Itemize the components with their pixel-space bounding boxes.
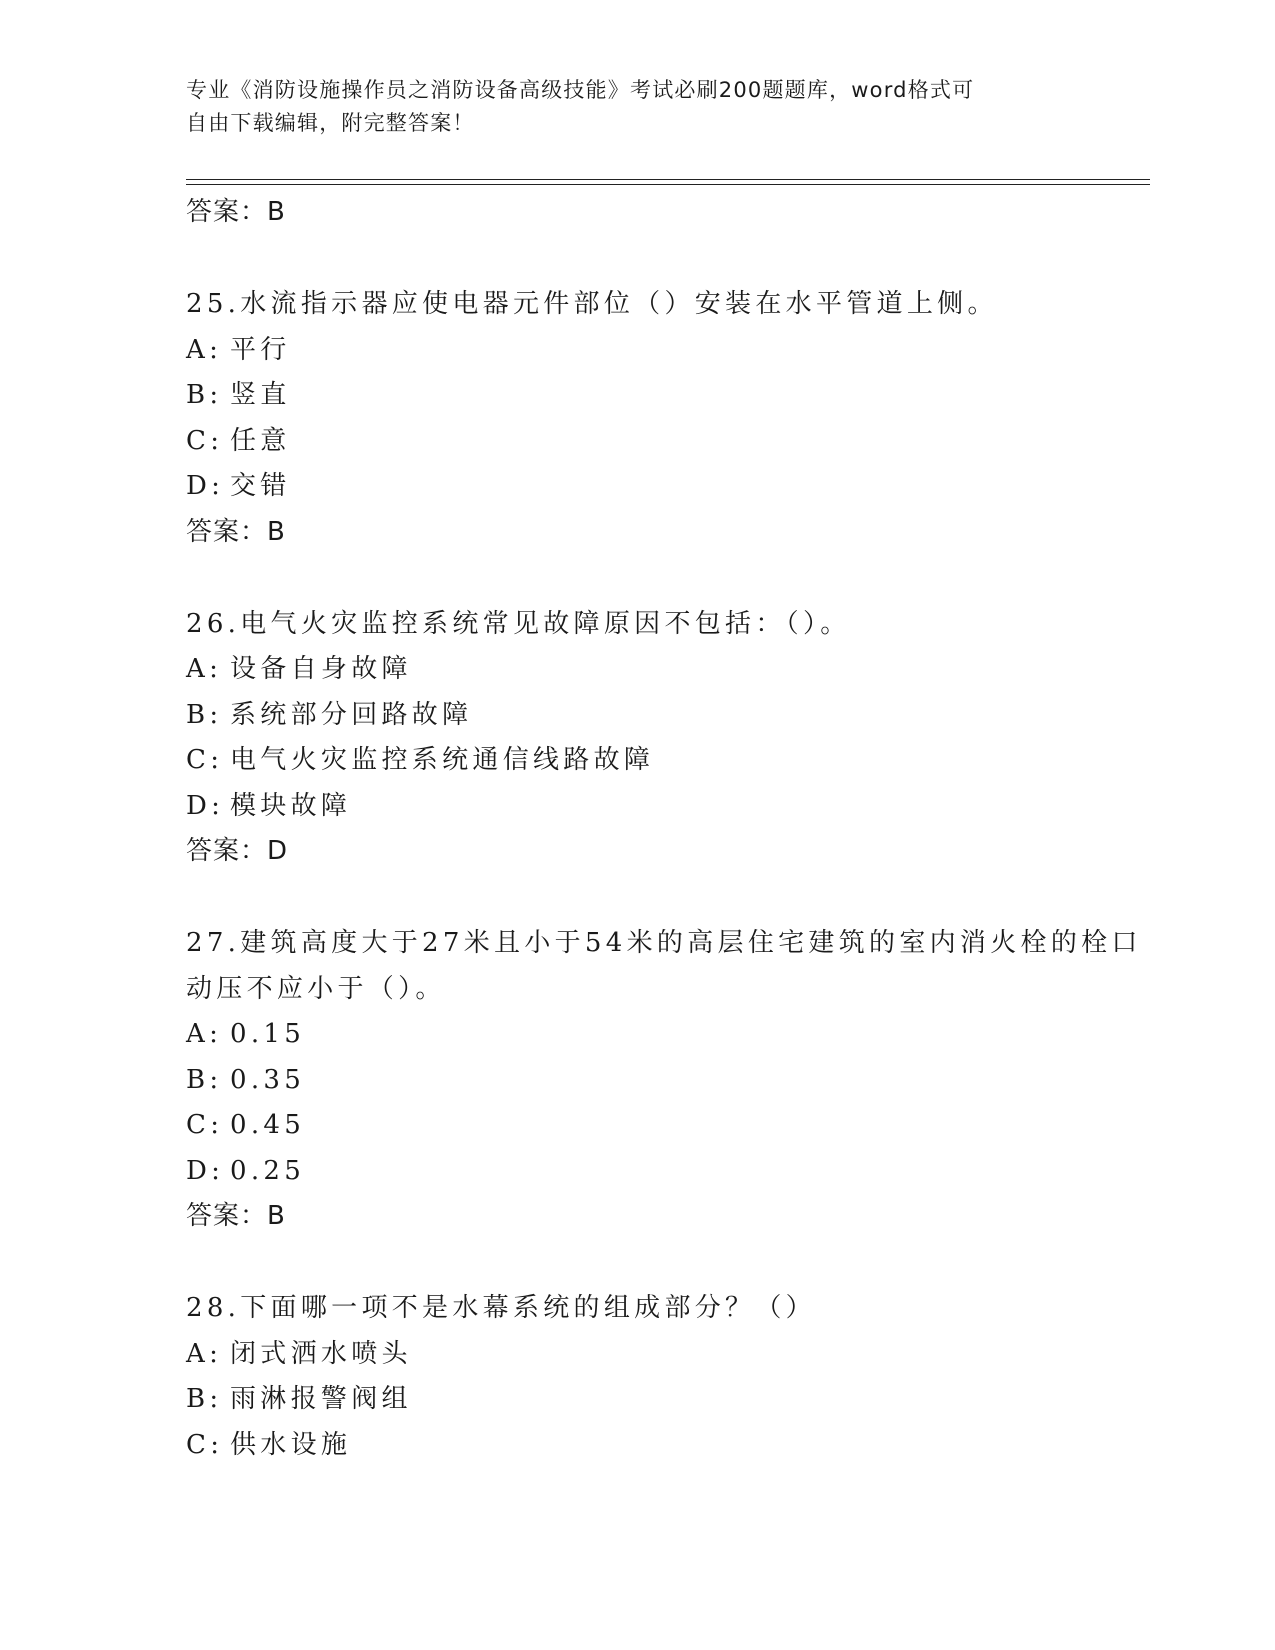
option-key: C:: [186, 1110, 224, 1140]
option-text: 任意: [230, 425, 291, 456]
option-text: 雨淋报警阀组: [230, 1384, 412, 1414]
option-text: 闭式洒水喷头: [230, 1338, 412, 1369]
option-key: B:: [186, 1064, 223, 1095]
option-key: A:: [186, 334, 223, 365]
option-b: [186, 1058, 1146, 1104]
option-text: 0.45: [230, 1110, 306, 1140]
option-d: [186, 464, 1146, 510]
document-header: [186, 74, 1066, 140]
option-text: 0.25: [230, 1155, 306, 1186]
question-26: [186, 602, 1146, 875]
header-line-2: 自由下载编辑，附完整答案！: [186, 111, 475, 135]
option-c: [186, 1423, 1146, 1469]
answer-line: 答案：B: [186, 516, 286, 547]
option-key: C:: [186, 745, 224, 775]
option-key: D:: [186, 790, 225, 821]
option-text: 0.35: [230, 1064, 306, 1095]
option-key: C:: [186, 1429, 224, 1460]
question-28: [186, 1286, 1146, 1468]
option-text: 竖直: [230, 380, 291, 410]
option-key: D:: [186, 471, 225, 501]
option-a: [186, 1332, 1146, 1378]
option-text: 设备自身故障: [230, 654, 412, 684]
option-key: A:: [186, 1338, 223, 1369]
header-divider-top: [186, 179, 1150, 180]
option-a: [186, 647, 1146, 693]
question-list: [186, 190, 1146, 1515]
option-key: A:: [186, 1019, 223, 1049]
question-25: [186, 282, 1146, 555]
option-key: B:: [186, 380, 223, 410]
answer-line: 答案：B: [186, 1201, 286, 1231]
option-text: 供水设施: [230, 1429, 352, 1460]
option-b: [186, 1377, 1146, 1423]
option-key: C:: [186, 425, 224, 456]
question-27: [186, 921, 1146, 1239]
option-d: [186, 1149, 1146, 1195]
option-key: D:: [186, 1155, 225, 1186]
option-key: B:: [186, 1384, 223, 1414]
question-stem: 25.水流指示器应使电器元件部位（）安装在水平管道上侧。: [186, 289, 998, 319]
option-b: [186, 693, 1146, 739]
option-text: 系统部分回路故障: [230, 699, 473, 730]
option-d: [186, 784, 1146, 830]
option-key: A:: [186, 654, 223, 684]
option-b: [186, 373, 1146, 419]
option-key: B:: [186, 699, 223, 730]
option-text: 电气火灾监控系统通信线路故障: [230, 745, 655, 775]
option-text: 交错: [230, 471, 291, 501]
header-line-1: 专业《消防设施操作员之消防设备高级技能》考试必刷200题题库，word格式可: [186, 78, 975, 102]
answer-line: 答案：D: [186, 836, 289, 866]
previous-answer: 答案：B: [186, 197, 286, 227]
option-text: 0.15: [230, 1019, 306, 1049]
option-a: [186, 1012, 1146, 1058]
option-c: [186, 1103, 1146, 1149]
option-text: 平行: [230, 334, 291, 365]
question-stem: 27.建筑高度大于27米且小于54米的高层住宅建筑的室内消火栓的栓口动压不应小于（）。: [186, 928, 1142, 1004]
option-c: [186, 738, 1146, 784]
option-a: [186, 328, 1146, 374]
option-text: 模块故障: [230, 790, 352, 821]
question-stem: 28.下面哪一项不是水幕系统的组成部分？（）: [186, 1293, 816, 1323]
question-stem: 26.电气火灾监控系统常见故障原因不包括：（）。: [186, 608, 851, 639]
header-divider-bottom: [186, 184, 1150, 185]
option-c: [186, 419, 1146, 465]
